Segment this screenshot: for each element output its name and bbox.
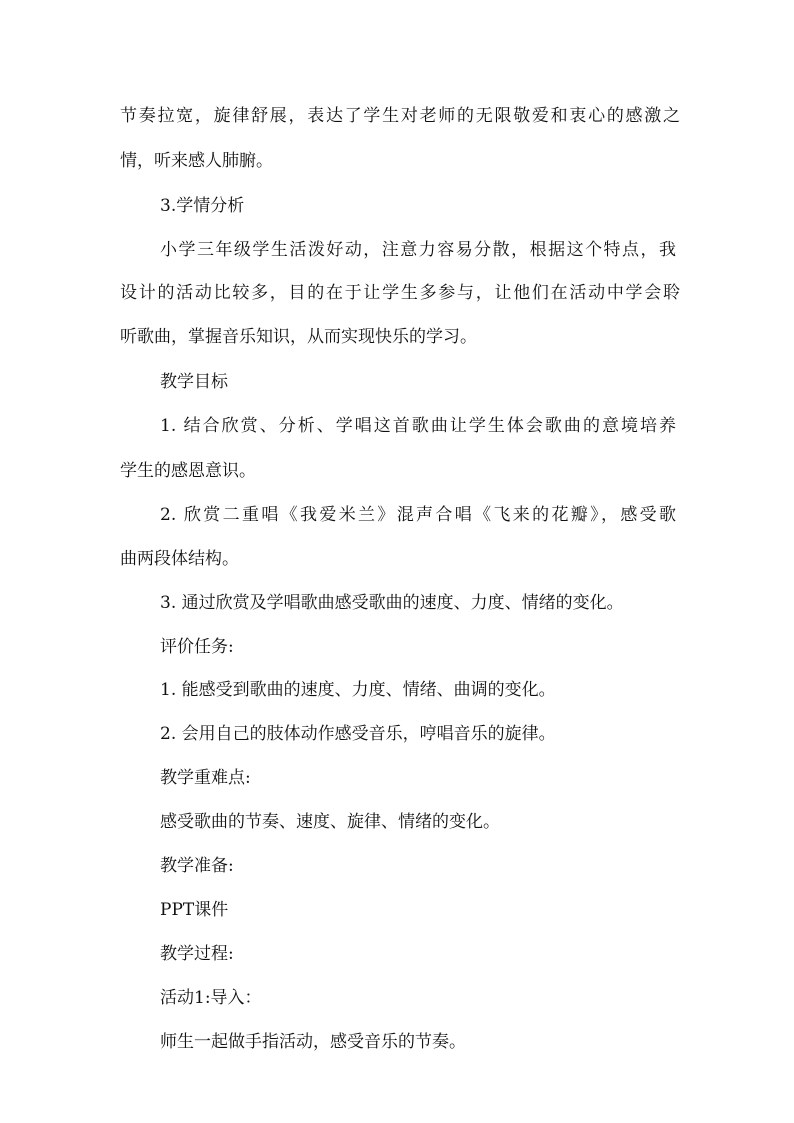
paragraph-line: 师生一起做手指活动，感受音乐的节奏。 (160, 1032, 466, 1052)
paragraph-line: 情，听来感人肺腑。 (120, 151, 273, 171)
paragraph-line: 设计的活动比较多，目的在于让学生多参与，让他们在活动中学会聆 (120, 283, 680, 303)
section-heading: 教学重难点: (160, 768, 251, 788)
section-heading: 活动1:导入： (160, 988, 262, 1008)
paragraph-line: 小学三年级学生活泼好动，注意力容易分散，根据这个特点，我 (160, 240, 676, 260)
section-heading: 评价任务: (160, 637, 234, 657)
section-heading: 教学过程: (160, 944, 234, 964)
section-heading: 教学准备: (160, 856, 234, 876)
section-heading: 3.学情分析 (160, 196, 245, 216)
paragraph-line: 节奏拉宽，旋律舒展，表达了学生对老师的无限敬爱和衷心的感激之 (120, 106, 680, 126)
paragraph-line: 听歌曲，掌握音乐知识，从而实现快乐的学习。 (120, 327, 477, 347)
section-heading: 教学目标 (160, 372, 228, 392)
list-item: 1. 能感受到歌曲的速度、力度、情绪、曲调的变化。 (160, 680, 556, 700)
list-item: 3. 通过欣赏及学唱歌曲感受歌曲的速度、力度、情绪的变化。 (160, 593, 624, 613)
list-item: 2. 欣赏二重唱《我爱米兰》混声合唱《飞来的花瓣》，感受歌 (160, 505, 676, 525)
list-item-continuation: 学生的感恩意识。 (120, 461, 256, 481)
paragraph-line: 感受歌曲的节奏、速度、旋律、情绪的变化。 (160, 812, 500, 832)
list-item: 1. 结合欣赏、分析、学唱这首歌曲让学生体会歌曲的意境培养 (160, 416, 676, 436)
paragraph-line: PPT课件 (160, 900, 229, 920)
list-item: 2. 会用自己的肢体动作感受音乐，哼唱音乐的旋律。 (160, 724, 556, 744)
list-item-continuation: 曲两段体结构。 (120, 549, 239, 569)
